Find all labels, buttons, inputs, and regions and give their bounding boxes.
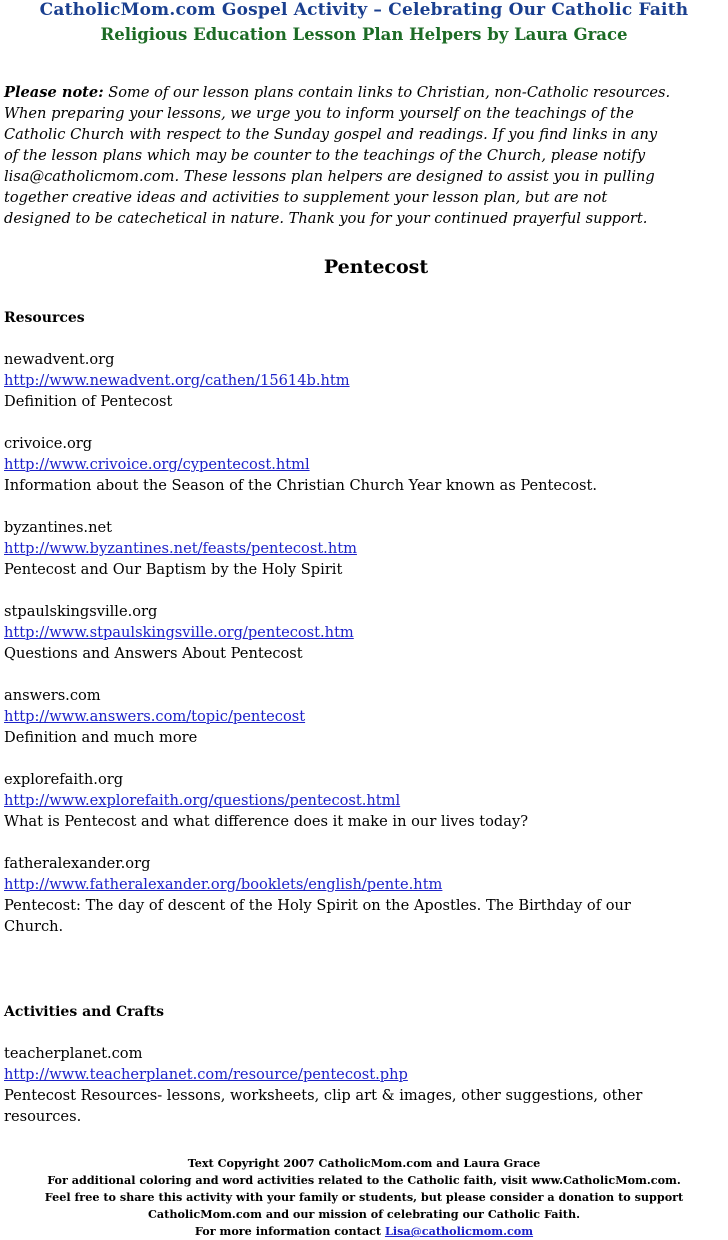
note-line: of the lesson plans which may be counter to the teachings of the Church, please notify — [4, 147, 646, 164]
resource-link[interactable]: http://www.explorefaith.org/questions/pentecost.html — [4, 792, 401, 809]
resource-description-cont: Church. — [4, 918, 64, 935]
resource-description: Pentecost and Our Baptism by the Holy Spirit — [4, 561, 343, 578]
resource-link[interactable]: http://www.fatheralexander.org/booklets/english/pente.htm — [4, 876, 443, 893]
footer-line: CatholicMom.com and our mission of celebrating our Catholic Faith. — [148, 1207, 580, 1221]
footer-contact — [0, 1223, 728, 1240]
note-line: lisa@catholicmom.com. These lessons plan helpers are designed to assist you in pulling — [4, 168, 655, 185]
note-line: Catholic Church with respect to the Sunday gospel and readings. If you find links in any — [4, 126, 658, 143]
activity-description-cont: resources. — [4, 1108, 82, 1125]
resource-site: newadvent.org — [4, 351, 115, 368]
resource-site: fatheralexander.org — [4, 855, 151, 872]
resource-link[interactable]: http://www.byzantines.net/feasts/pentecost.htm — [4, 540, 357, 557]
resource-description: Definition and much more — [4, 729, 198, 746]
footer-line: Feel free to share this activity with your family or students, but please consider a donation to support — [44, 1190, 684, 1204]
note-label: Please note: — [4, 84, 104, 101]
resource-site: byzantines.net — [4, 519, 112, 536]
header-subtitle: Religious Education Lesson Plan Helpers by Laura Grace — [100, 25, 628, 44]
activity-description: Pentecost Resources- lessons, worksheets, clip art & images, other suggestions, other — [4, 1087, 643, 1104]
note-line: designed to be catechetical in nature. Thank you for your continued prayerful support. — [4, 210, 648, 227]
please-note-paragraph — [4, 82, 726, 229]
activity-link[interactable]: http://www.teacherplanet.com/resource/pentecost.php — [4, 1066, 408, 1083]
header-title: CatholicMom.com Gospel Activity – Celebrating Our Catholic Faith — [39, 0, 689, 20]
note-line: together creative ideas and activities to supplement your lesson plan, but are not — [4, 189, 608, 206]
resource-site: answers.com — [4, 687, 101, 704]
resource-site: crivoice.org — [4, 435, 93, 452]
resource-description: Pentecost: The day of descent of the Holy Spirit on the Apostles. The Birthday of our — [4, 897, 631, 914]
resource-link[interactable]: http://www.crivoice.org/cypentecost.html — [4, 456, 310, 473]
note-line: Some of our lesson plans contain links to Christian, non-Catholic resources. — [103, 84, 671, 101]
resource-link[interactable]: http://www.stpaulskingsville.org/pentecost.htm — [4, 624, 354, 641]
note-line: When preparing your lessons, we urge you to inform yourself on the teachings of the — [4, 105, 634, 122]
resources-heading: Resources — [4, 310, 85, 326]
footer-line: For additional coloring and word activities related to the Catholic faith, visit www.CatholicMom.com. — [47, 1173, 681, 1187]
footer-contact-label: For more information contact — [194, 1224, 385, 1238]
resource-description: What is Pentecost and what difference does it make in our lives today? — [4, 813, 529, 830]
resource-link[interactable]: http://www.answers.com/topic/pentecost — [4, 708, 306, 725]
footer — [0, 1155, 728, 1240]
resource-link[interactable]: http://www.newadvent.org/cathen/15614b.htm — [4, 372, 350, 389]
activities-heading: Activities and Crafts — [4, 1004, 164, 1020]
resource-description: Questions and Answers About Pentecost — [4, 645, 303, 662]
page-title: Pentecost — [323, 256, 429, 278]
resource-description: Information about the Season of the Christian Church Year known as Pentecost. — [4, 477, 597, 494]
resource-site: explorefaith.org — [4, 771, 124, 788]
resource-description: Definition of Pentecost — [4, 393, 173, 410]
footer-copyright: Text Copyright 2007 CatholicMom.com and Laura Grace — [187, 1156, 541, 1170]
activity-site: teacherplanet.com — [4, 1045, 143, 1062]
resource-site: stpaulskingsville.org — [4, 603, 158, 620]
contact-email-link[interactable]: Lisa@catholicmom.com — [384, 1224, 534, 1238]
